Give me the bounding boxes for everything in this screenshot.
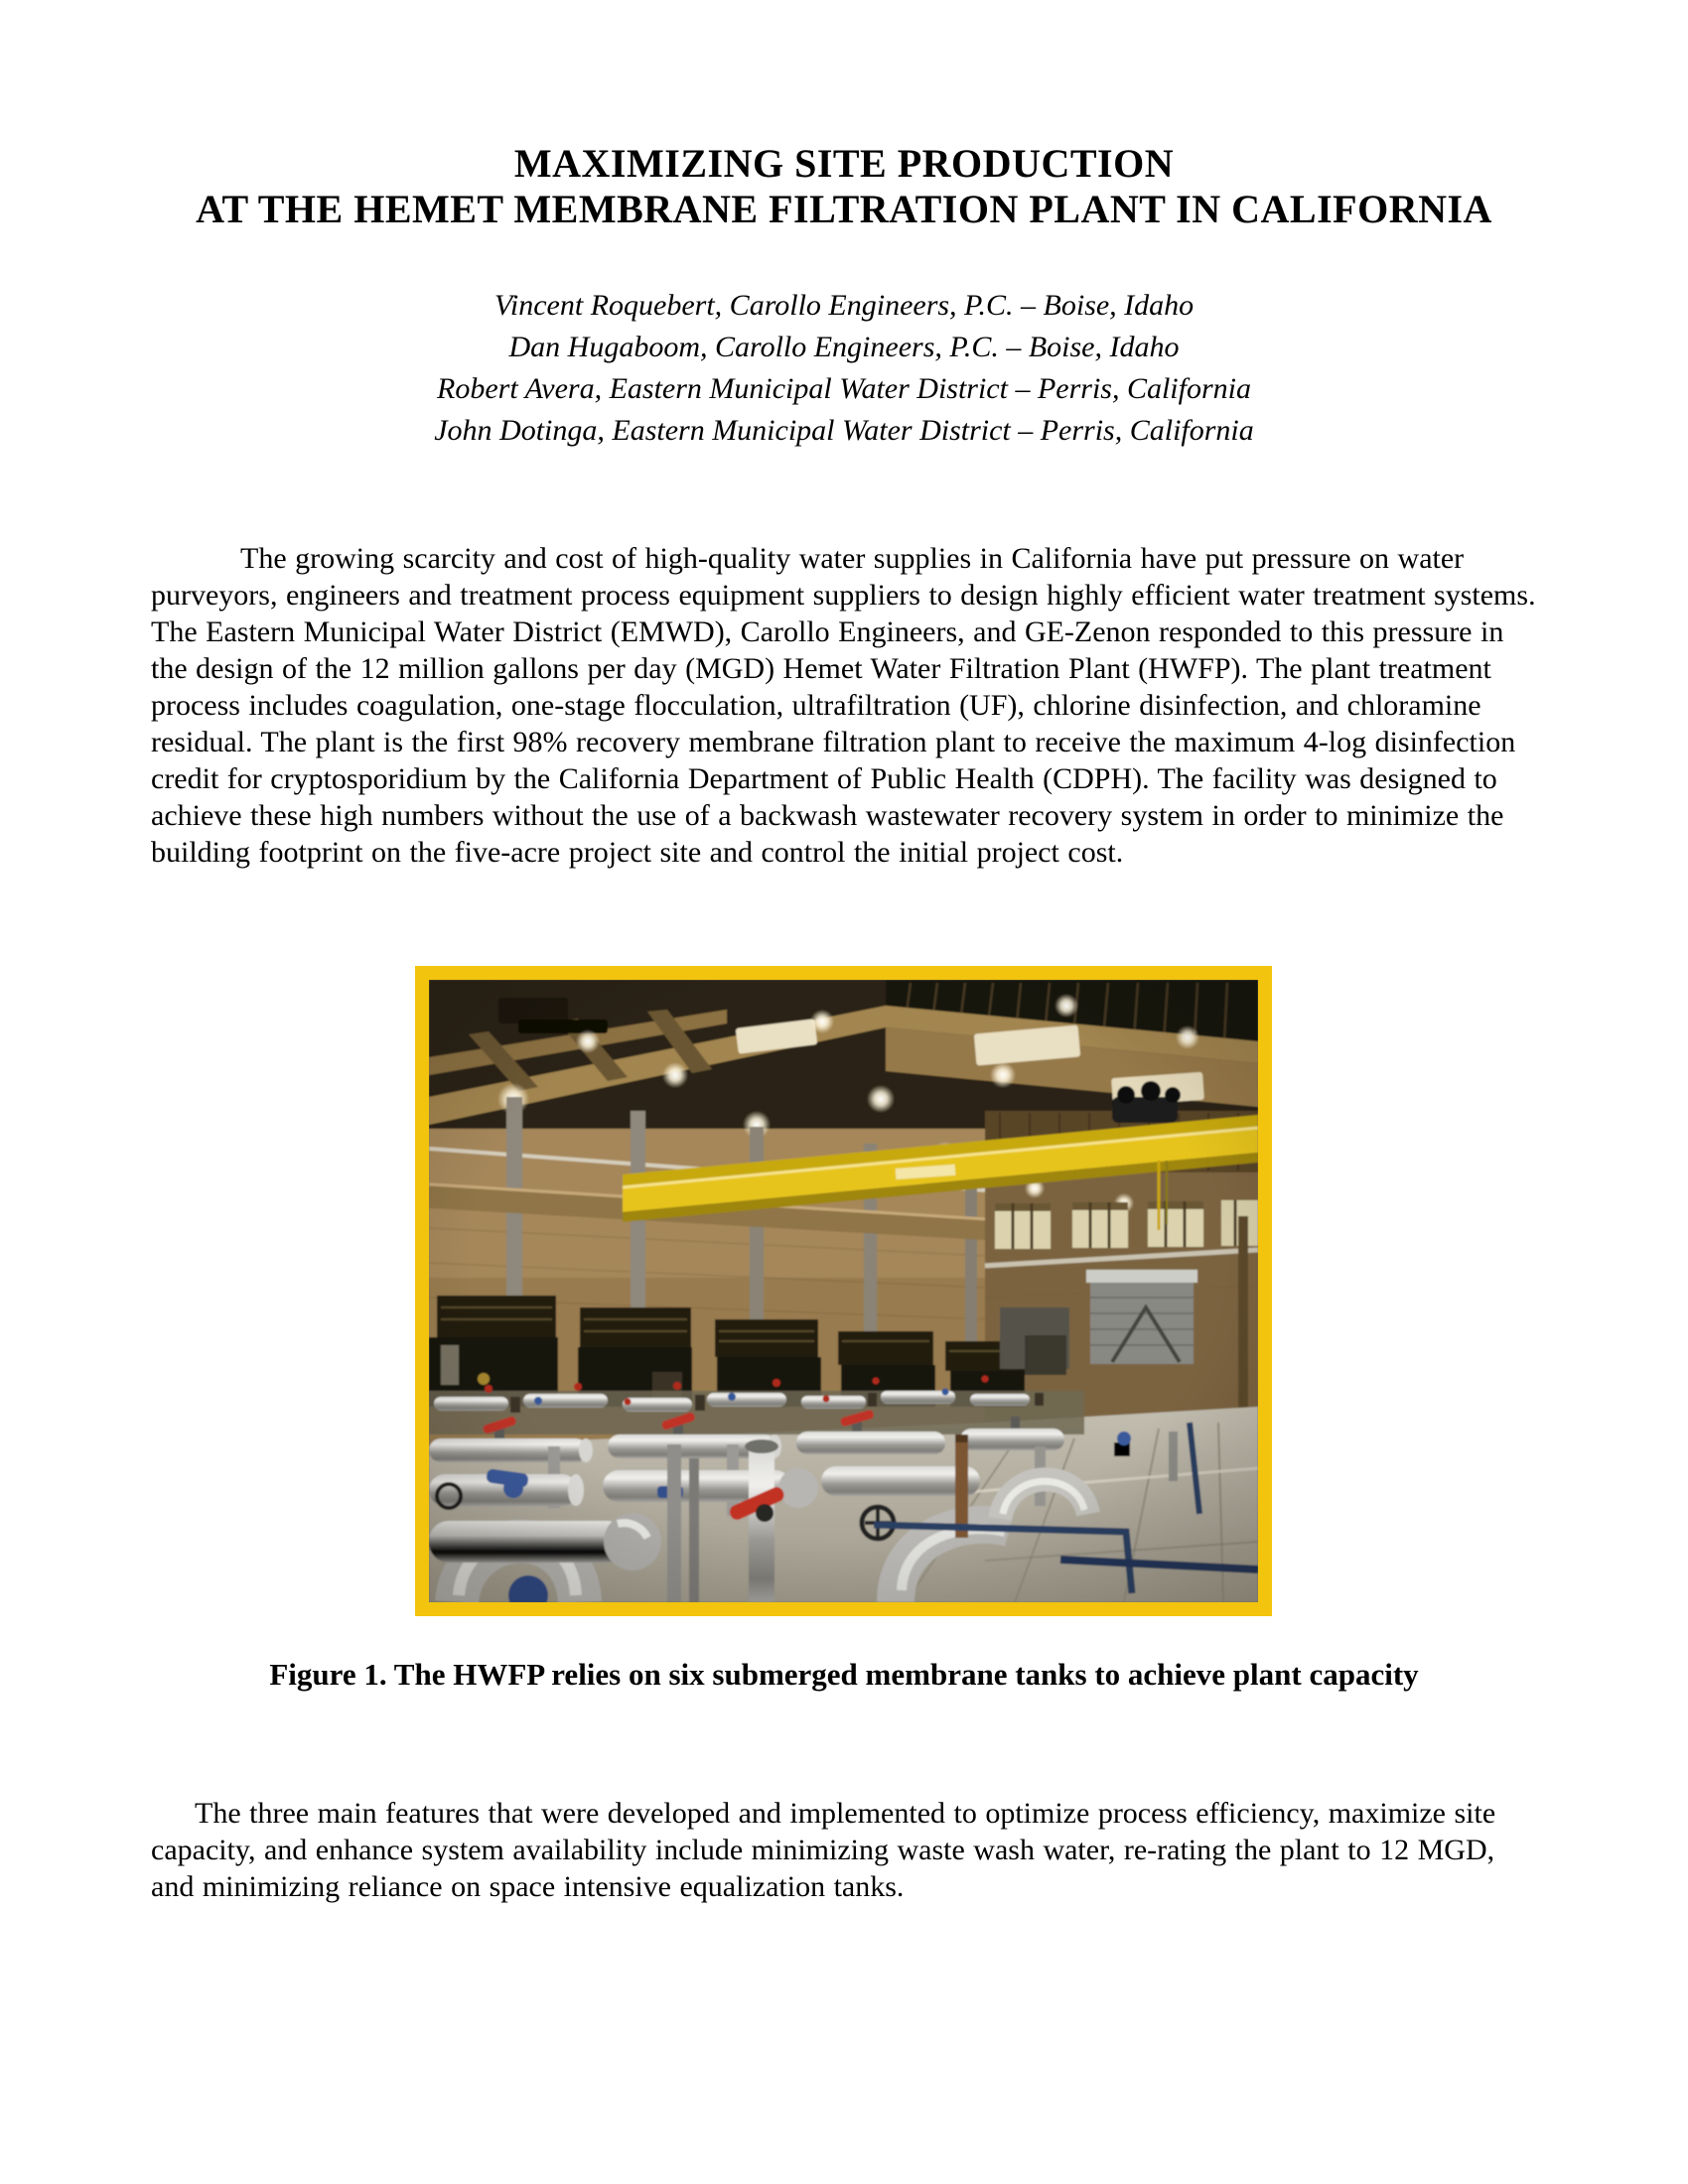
figure-1-frame bbox=[415, 966, 1272, 1616]
author-line: Vincent Roquebert, Carollo Engineers, P.C. – Boise, Idaho bbox=[493, 289, 1195, 322]
author-line: John Dotinga, Eastern Municipal Water District – Perris, California bbox=[434, 414, 1254, 447]
plant-photo bbox=[429, 980, 1258, 1602]
author-line: Robert Avera, Eastern Municipal Water District – Perris, California bbox=[437, 372, 1251, 405]
author-line: Dan Hugaboom, Carollo Engineers, P.C. – Boise, Idaho bbox=[508, 331, 1180, 363]
body-paragraph-1: The growing scarcity and cost of high-quality water supplies in California have put pressure on water purveyors, engineers and treatment process equipment suppliers to design highly efficient water treatment systems. The Eastern Municipal Water District (EMWD), Carollo Engineers, and GE-Zenon responded to this pressure in the design of the 12 million gallons per day (MGD) Hemet Water Filtration Plant (HWFP). The plant treatment process includes coagulation, one-stage flocculation, ultrafiltration (UF), chlorine disinfection, and chloramine residual. The plant is the first 98% recovery membrane filtration plant to receive the maximum 4-log disinfection credit for cryptosporidium by the California Department of Public Health (CDPH). The facility was designed to achieve these high numbers without the use of a backwash wastewater recovery system in order to minimize the building footprint on the five-acre project site and control the initial project cost. bbox=[151, 542, 1536, 869]
title-line-2: AT THE HEMET MEMBRANE FILTRATION PLANT IN CALIFORNIA bbox=[196, 187, 1492, 231]
author-list bbox=[0, 285, 1688, 452]
figure-caption: Figure 1. The HWFP relies on six submerged membrane tanks to achieve plant capacity bbox=[269, 1657, 1419, 1692]
paper-title bbox=[0, 141, 1688, 232]
photo-vignette bbox=[429, 980, 1258, 1602]
title-line-1: MAXIMIZING SITE PRODUCTION bbox=[513, 141, 1175, 186]
body-paragraph-2: The three main features that were developed and implemented to optimize process efficiency, maximize site capacity, and enhance system availability include minimizing waste wash water, re-rating the plant to 12 MGD, and minimizing reliance on space intensive equalization tanks. bbox=[151, 1797, 1496, 1903]
